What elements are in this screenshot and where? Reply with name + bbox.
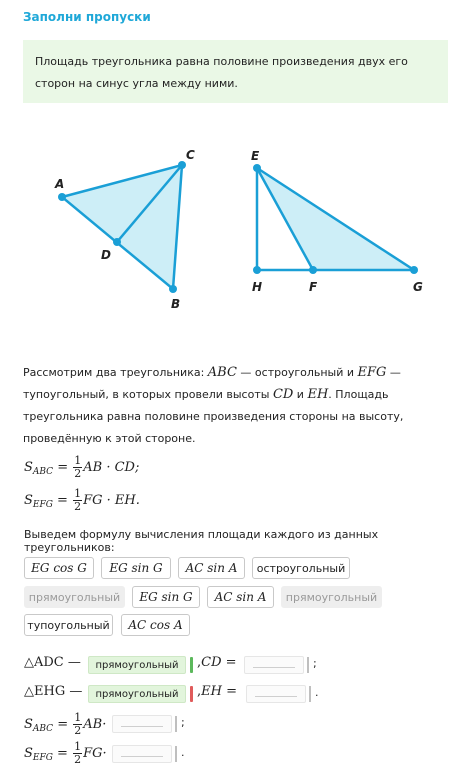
label-e: E (251, 149, 260, 163)
label-c: C (186, 148, 195, 162)
hint-text: Площадь треугольника равна половине произведения двух его сторон на синус угла между ними. (35, 55, 408, 90)
slot-indicator (175, 716, 177, 732)
answer-row-adc-cd: ,CD = (197, 655, 237, 670)
chip-right-used-2: прямоугольный (281, 586, 382, 608)
point-f (309, 266, 317, 274)
para-text-4: и (293, 388, 308, 401)
formula-abc: $S_{ABC}$ = $\frac{1}{2}$ AB · CD; (24, 454, 140, 480)
chip-acute[interactable]: остроугольный (252, 557, 350, 579)
para-text-3: — тупоугольный, в которых провели высоты (23, 366, 401, 401)
triangle-abc (62, 165, 182, 289)
filled-slot-adc-type[interactable]: прямоугольный (88, 656, 186, 674)
para-text-5: . Площадь треугольника равна половине произведения стороны на высоту, проведённую к этой стороне. (23, 388, 404, 445)
row3-end: ; (181, 716, 185, 729)
para-efg: EFG (357, 365, 387, 380)
point-b (169, 285, 177, 293)
blank-slot-cd[interactable] (244, 656, 304, 674)
chip-right-used: прямоугольный (24, 586, 125, 608)
para-text-2: — остроугольный и (236, 366, 358, 379)
filled-slot-ehg-type[interactable]: прямоугольный (88, 685, 186, 703)
blank-slot-eh[interactable] (246, 685, 306, 703)
answer-row-s-abc: $S_{ABC}$ = $\frac{1}{2}$ AB· (24, 711, 107, 737)
point-h (253, 266, 261, 274)
point-c (178, 161, 186, 169)
blank-slot-s-abc[interactable] (112, 715, 172, 733)
blank-slot-s-efg[interactable] (112, 745, 172, 763)
triangles-figure (0, 130, 455, 320)
label-d: D (101, 248, 111, 262)
chip-ac-cos-a[interactable]: AC cos A (121, 614, 190, 636)
formula-efg: $S_{EFG}$ = $\frac{1}{2}$ FG · EH. (24, 487, 140, 513)
point-g (410, 266, 418, 274)
triangle-efg (257, 168, 414, 270)
explanation-paragraph (23, 362, 443, 450)
label-b: B (171, 297, 181, 311)
slot-indicator (309, 686, 311, 702)
para-eh: EH (307, 387, 329, 402)
point-a (58, 193, 66, 201)
chip-ac-sin-a-2[interactable]: AC sin A (207, 586, 274, 608)
para-cd: CD (272, 387, 294, 402)
para-abc: ABC (207, 365, 237, 380)
para-text-1: Рассмотрим два треугольника: (23, 366, 208, 379)
row4-end: . (181, 746, 185, 759)
correct-indicator (190, 657, 193, 673)
chip-eg-sin-g[interactable]: EG sin G (101, 557, 171, 579)
answer-row-ehg: △EHG — (24, 684, 83, 699)
row1-end: ; (313, 657, 317, 670)
answer-row-adc: △ADC — (24, 655, 81, 670)
slot-indicator (307, 657, 309, 673)
label-f: F (309, 280, 318, 294)
label-h: H (252, 280, 263, 294)
hint-box (23, 40, 448, 103)
chip-obtuse[interactable]: тупоугольный (24, 614, 113, 636)
chip-eg-sin-g-2[interactable]: EG sin G (132, 586, 200, 608)
instruction-text: Выведем формулу вычисления площади каждого из данных треугольников: (24, 528, 379, 554)
row2-end: . (315, 686, 319, 699)
point-d (113, 238, 121, 246)
label-g: G (413, 280, 423, 294)
chip-eg-cos-g[interactable]: EG cos G (24, 557, 94, 579)
chip-ac-sin-a[interactable]: AC sin A (178, 557, 245, 579)
slot-indicator (175, 746, 177, 762)
page-title: Заполни пропуски (23, 10, 151, 24)
answer-row-s-efg: $S_{EFG}$ = $\frac{1}{2}$ FG· (24, 740, 107, 766)
answer-row-ehg-eh: ,EH = (197, 684, 237, 699)
incorrect-indicator (190, 686, 193, 702)
point-e (253, 164, 261, 172)
label-a: A (55, 177, 65, 191)
